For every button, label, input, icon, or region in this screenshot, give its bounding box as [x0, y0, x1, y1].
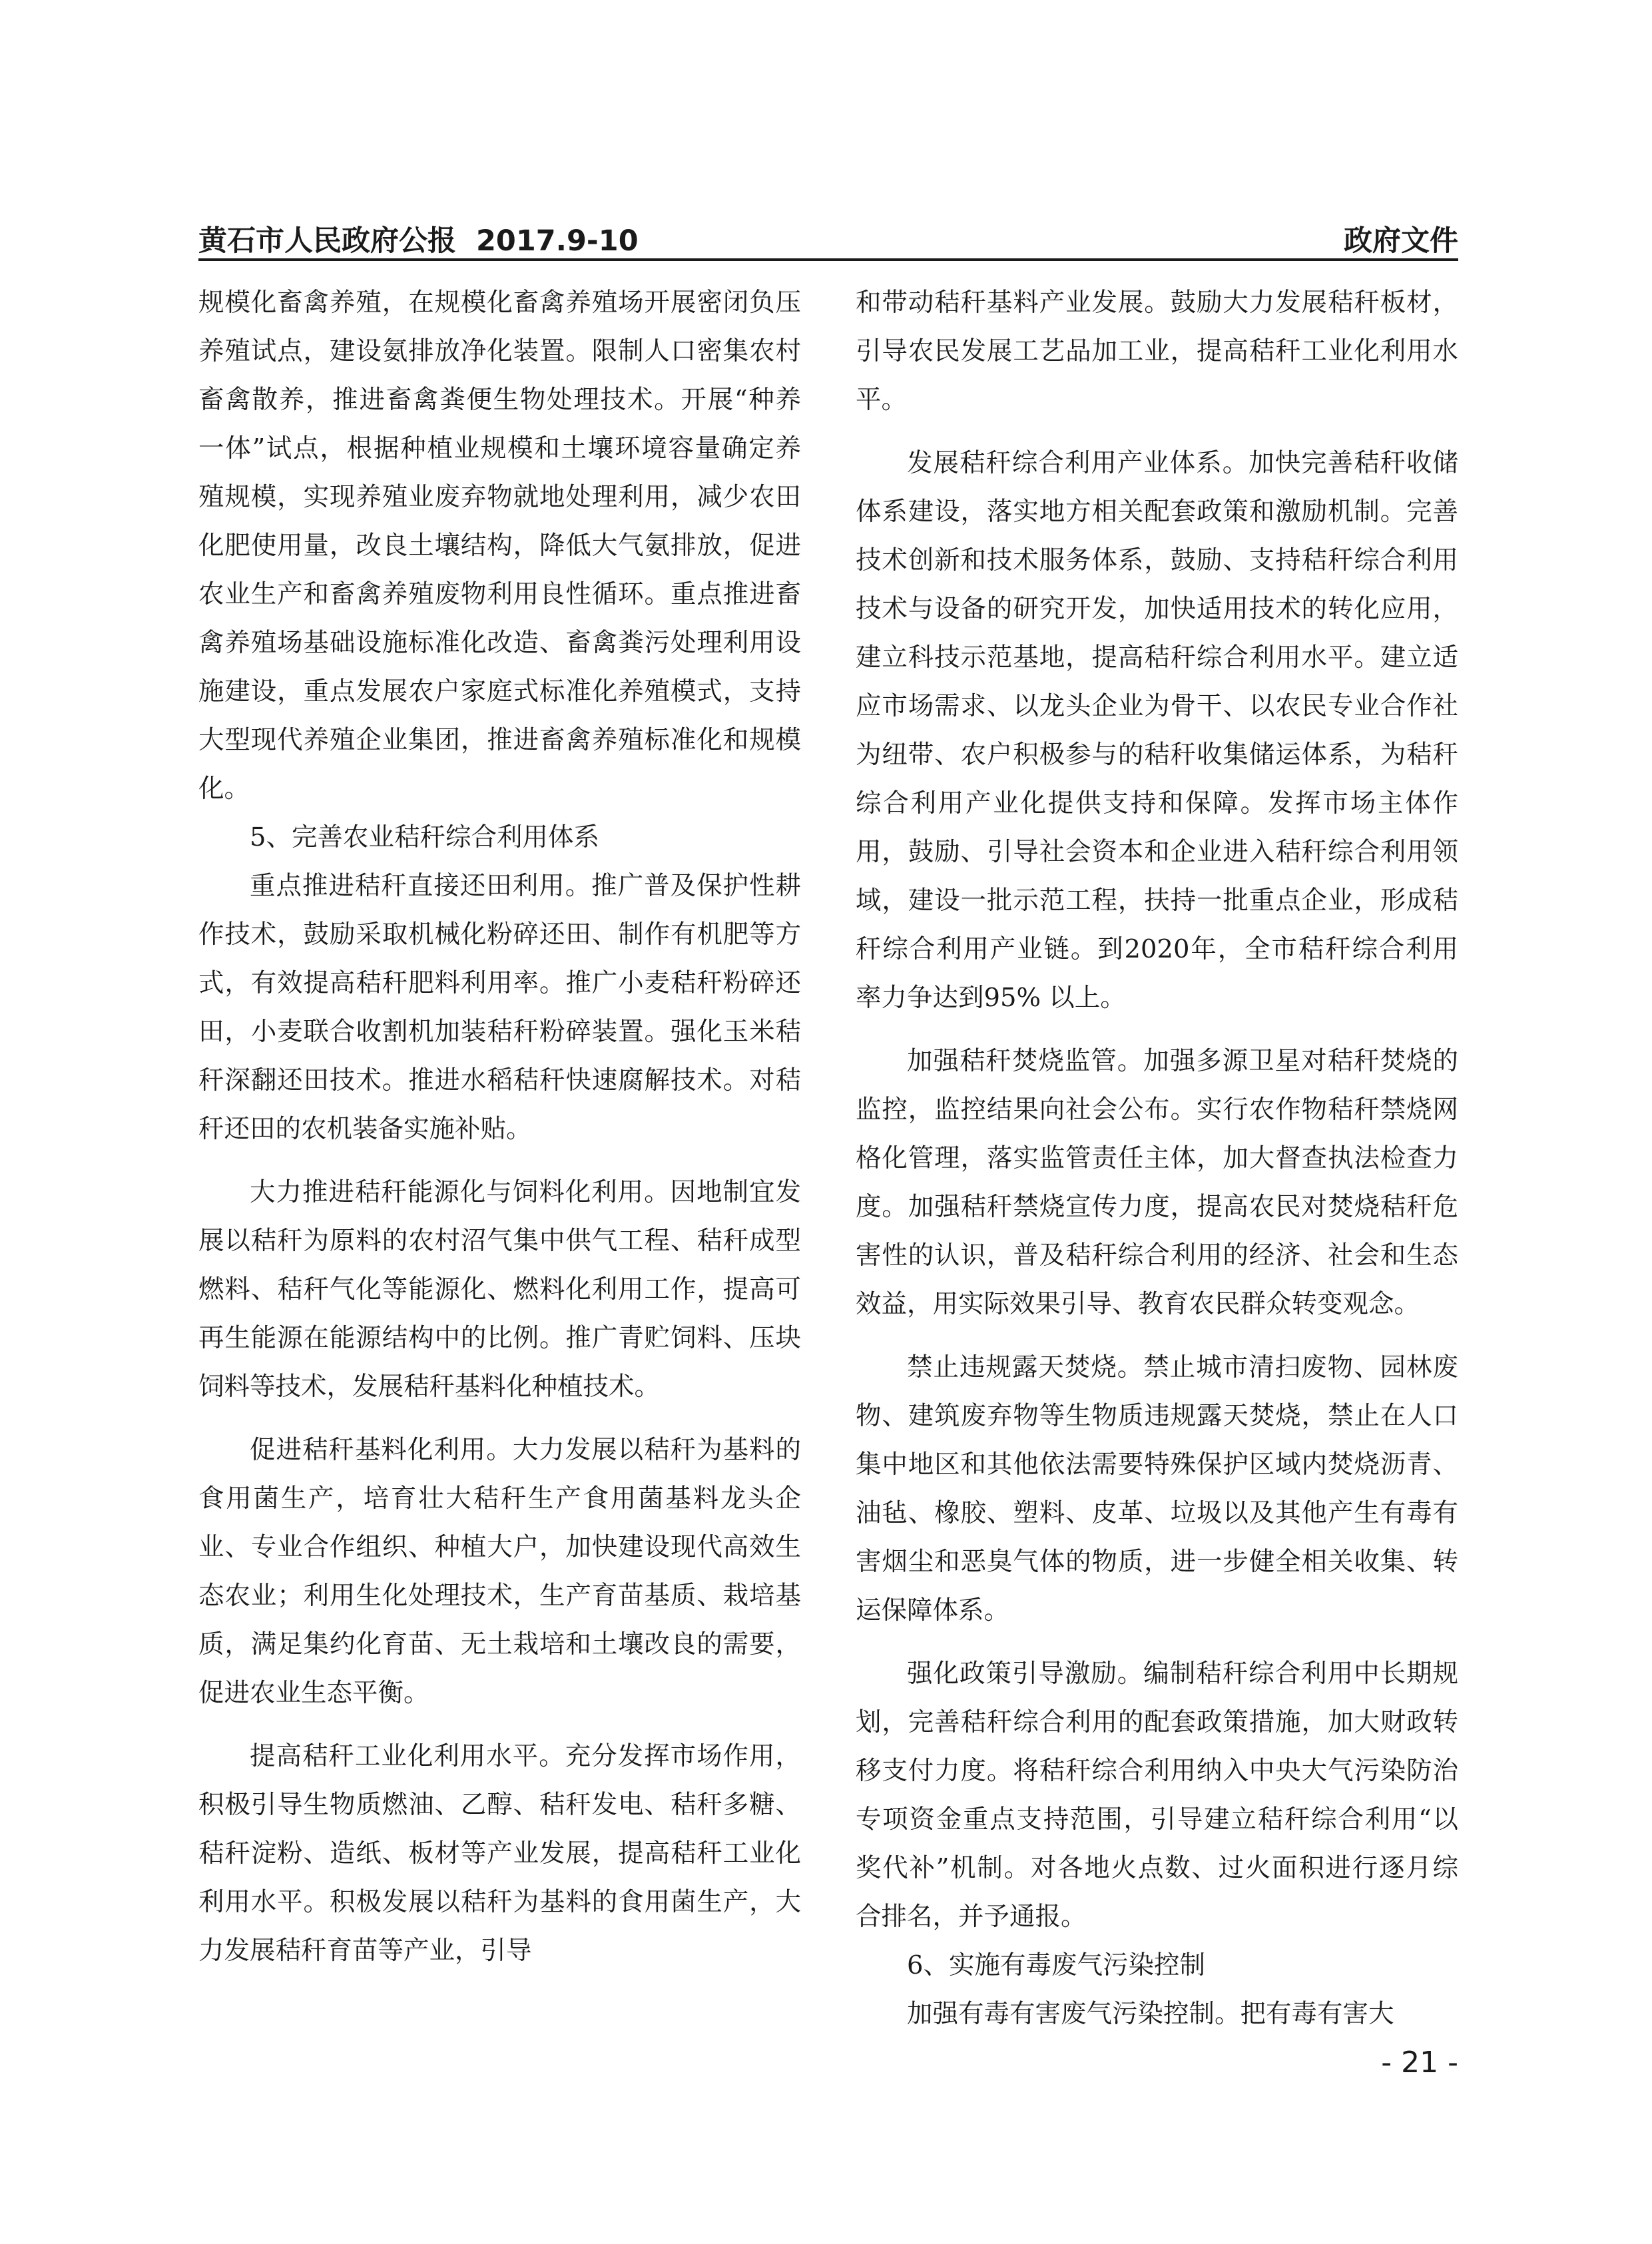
header-rule: [198, 258, 1458, 261]
section-heading-5: 5、完善农业秸秆综合利用体系: [250, 822, 599, 852]
running-header: [198, 212, 1458, 260]
paragraph-straw-return: 重点推进秸秆直接还田利用。推广普及保护性耕作技术，鼓励采取机械化粉碎还田、制作有机肥等方式，有效提高秸秆肥料利用率。推广小麦秸秆粉碎还田，小麦联合收割机加装秸秆粉碎装置。强化玉米秸秆深翻还田技术。推进水稻秸秆快速腐解技术。对秸秆还田的农机装备实施补贴。: [198, 871, 801, 1144]
right-column: [856, 278, 1458, 2038]
section-label: 政府文件: [1344, 224, 1458, 258]
section-heading-6: 6、实施有毒废气污染控制: [907, 1950, 1205, 1980]
paragraph-straw-substrate: 促进秸秆基料化利用。大力发展以秸秆为基料的食用菌生产，培育壮大秸秆生产食用菌基料龙头企业、专业合作组织、种植大户，加快建设现代高效生态农业；利用生化处理技术，生产育苗基质、栽培基质，满足集约化育苗、无土栽培和土壤改良的需要，促进农业生态平衡。: [198, 1435, 801, 1708]
paragraph-open-burning-ban: 禁止违规露天焚烧。禁止城市清扫废物、园林废物、建筑废弃物等生物质违规露天焚烧，禁止在人口集中地区和其他依法需要特殊保护区域内焚烧沥青、油毡、橡胶、塑料、皮革、垃圾以及其他产生有毒有害烟尘和恶臭气体的物质，进一步健全相关收集、转运保障体系。: [856, 1352, 1458, 1625]
paragraph-policy-incentive: 强化政策引导激励。编制秸秆综合利用中长期规划，完善秸秆综合利用的配套政策措施，加大财政转移支付力度。将秸秆综合利用纳入中央大气污染防治专项资金重点支持范围，引导建立秸秆综合利用“以奖代补”机制。对各地火点数、过火面积进行逐月综合排名，并予通报。: [856, 1659, 1458, 1932]
publication-title: 黄石市人民政府公报: [198, 224, 456, 258]
page-number: - 21 -: [1381, 2046, 1458, 2080]
paragraph-toxic-gas: 加强有毒有害废气污染控制。把有毒有害大: [907, 1999, 1394, 2029]
paragraph-livestock: 规模化畜禽养殖，在规模化畜禽养殖场开展密闭负压养殖试点，建设氨排放净化装置。限制人口密集农村畜禽散养，推进畜禽粪便生物处理技术。开展“种养一体”试点，根据种植业规模和土壤环境容量确定养殖规模，实现养殖业废弃物就地处理利用，减少农田化肥使用量，改良土壤结构，降低大气氨排放，促进农业生产和畜禽养殖废物利用良性循环。重点推进畜禽养殖场基础设施标准化改造、畜禽粪污处理利用设施建设，重点发展农户家庭式标准化养殖模式，支持大型现代养殖企业集团，推进畜禽养殖标准化和规模化。: [198, 288, 801, 804]
paragraph-burning-supervision: 加强秸秆焚烧监管。加强多源卫星对秸秆焚烧的监控，监控结果向社会公布。实行农作物秸秆禁烧网格化管理，落实监管责任主体，加大督查执法检查力度。加强秸秆禁烧宣传力度，提高农民对焚烧秸秆危害性的认识，普及秸秆综合利用的经济、社会和生态效益，用实际效果引导、教育农民群众转变观念。: [856, 1046, 1458, 1319]
left-column: [198, 278, 801, 1975]
paragraph-straw-industrial: 提高秸秆工业化利用水平。充分发挥市场作用，积极引导生物质燃油、乙醇、秸秆发电、秸秆多糖、秸秆淀粉、造纸、板材等产业发展，提高秸秆工业化利用水平。积极发展以秸秆为基料的食用菌生产，大力发展秸秆育苗等产业，引导: [198, 1741, 801, 1966]
paragraph-straw-system: 发展秸秆综合利用产业体系。加快完善秸秆收储体系建设，落实地方相关配套政策和激励机制。完善技术创新和技术服务体系，鼓励、支持秸秆综合利用技术与设备的研究开发，加快适用技术的转化应用，建立科技示范基地，提高秸秆综合利用水平。建立适应市场需求、以龙头企业为骨干、以农民专业合作社为纽带、农户积极参与的秸秆收集储运体系，为秸秆综合利用产业化提供支持和保障。发挥市场主体作用，鼓励、引导社会资本和企业进入秸秆综合利用领域，建设一批示范工程，扶持一批重点企业，形成秸秆综合利用产业链。到2020年，全市秸秆综合利用率力争达到95% 以上。: [856, 448, 1458, 1013]
header-left: [198, 218, 639, 259]
paragraph-straw-energy: 大力推进秸秆能源化与饲料化利用。因地制宜发展以秸秆为原料的农村沼气集中供气工程、秸秆成型燃料、秸秆气化等能源化、燃料化利用工作，提高可再生能源在能源结构中的比例。推广青贮饲料、压块饲料等技术，发展秸秆基料化种植技术。: [198, 1177, 801, 1402]
issue-date: 2017.9-10: [476, 224, 639, 258]
paragraph-straw-industry-cont: 和带动秸秆基料产业发展。鼓励大力发展秸秆板材，引导农民发展工艺品加工业，提高秸秆工业化利用水平。: [856, 288, 1458, 415]
